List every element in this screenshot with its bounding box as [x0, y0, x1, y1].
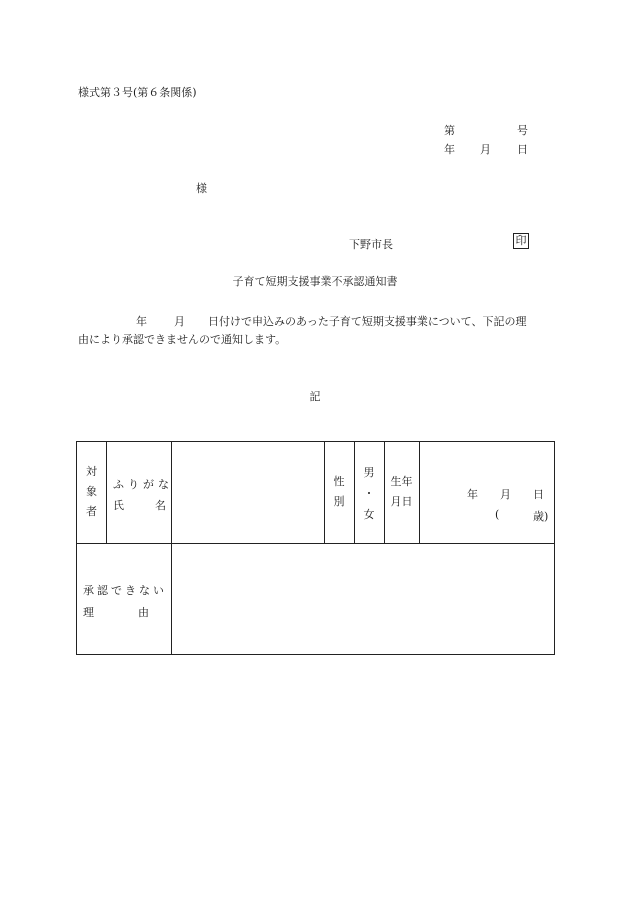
age-open: (	[495, 508, 500, 521]
reason-field[interactable]	[172, 544, 554, 654]
applicant-table	[76, 441, 555, 655]
sex-options[interactable]: 男 ・ 女	[363, 466, 375, 521]
reason-label-1: 承認できない	[83, 584, 167, 597]
document-title: 子育て短期支援事業不承認通知書	[232, 275, 398, 288]
recipient-suffix: 様	[196, 182, 207, 195]
ki-heading: 記	[309, 390, 321, 403]
dob-label: 生年 月日	[390, 475, 413, 508]
seal-box: 印	[513, 233, 529, 249]
date-day: 日	[517, 143, 528, 156]
age-close: 歳)	[533, 510, 549, 523]
body-line-2: 由により承認できませんので通知します。	[78, 333, 287, 346]
dob-date[interactable]: 年 月 日	[467, 488, 544, 501]
furigana-label: ふりがな	[113, 478, 173, 491]
name-label: 氏 名	[113, 499, 169, 512]
body-text: 日付けで申込みのあった子育て短期支援事業について、下記の理	[208, 315, 527, 328]
body-month: 月	[174, 315, 185, 328]
date-month: 月	[480, 143, 491, 156]
form-label: 様式第３号(第６条関係)	[78, 86, 197, 99]
number-suffix: 号	[517, 124, 528, 137]
subject-label: 対 象 者	[86, 465, 97, 518]
body-year: 年	[136, 315, 147, 328]
name-field[interactable]	[172, 443, 323, 542]
sex-label: 性 別	[333, 475, 345, 508]
number-prefix: 第	[444, 124, 455, 137]
issuer: 下野市長	[349, 238, 393, 251]
reason-label-2: 理 由	[83, 606, 149, 619]
date-year: 年	[444, 143, 455, 156]
